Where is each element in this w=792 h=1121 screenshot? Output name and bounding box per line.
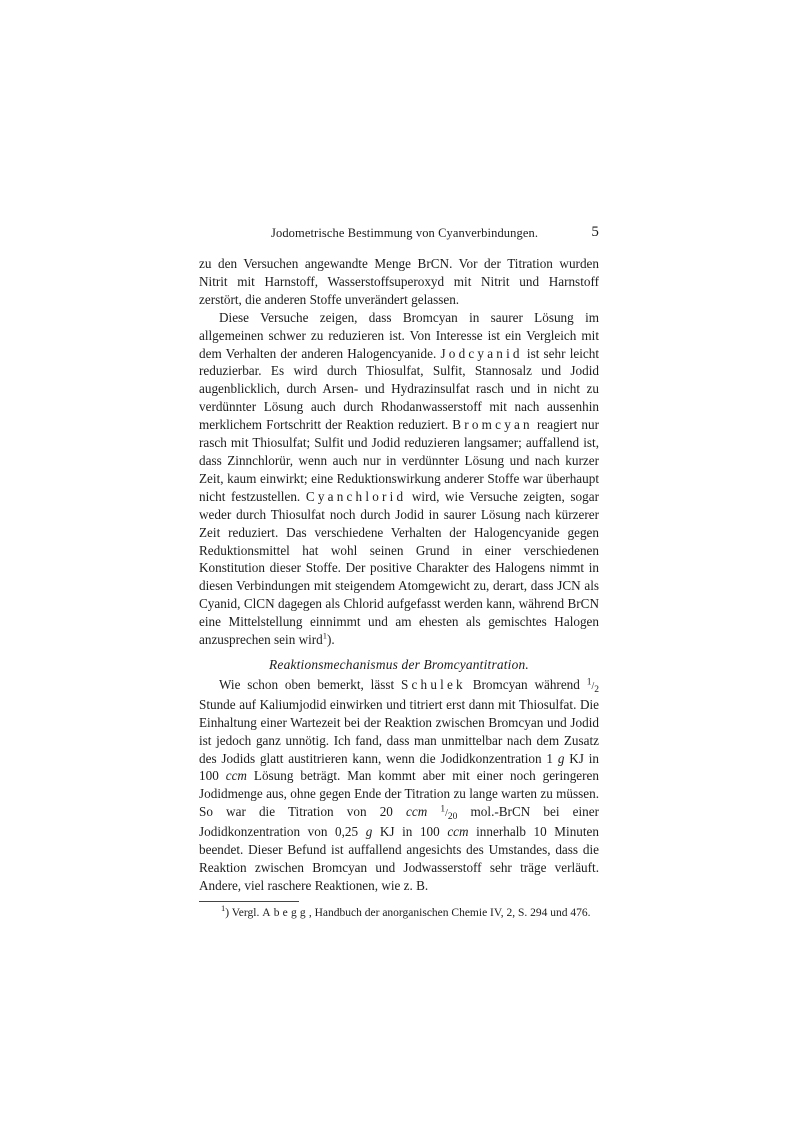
term-cyanchlorid: Cyanchlorid <box>305 488 407 504</box>
paragraph-2-part-g: wird, wie Versuche zeigten, sogar weder durch Thiosulfat noch durch Jodid in saurer Lösung nach kürzerer Zeit reduziert. Das verschiedene Verhalten der Halogencyanide gegen Reduktionsmittel hat wohl seinen Grund in einer verschiedenen Konstitution dieser Stoffe. Der positive Charakter des Halogens nimmt in diesen Verbindungen mit steigendem Atomgewicht zu, derart, dass JCN als Cyanid, ClCN dagegen als Chlorid aufgefasst werden kann, während BrCN eine Mittelstellung einnimmt und am ehesten als gemischtes Halogen anzusprechen sein wird <box>199 488 599 648</box>
running-head-title: Jodometrische Bestimmung von Cyanverbindungen. <box>271 226 539 240</box>
paragraph-2 <box>199 309 599 649</box>
paragraph-3-part-d: KJ in 100 <box>199 750 599 784</box>
fraction-half-denominator: 2 <box>594 684 599 695</box>
fraction-half: $^1/_2$ <box>586 677 599 695</box>
unit-g-1: g <box>557 750 565 766</box>
paragraph-3-part-c: Stunde auf Kaliumjodid einwirken und titriert erst dann mit Thiosulfat. Die Einhaltung einer Wartezeit bei der Reaktion zwischen Bromcyan und Jodid ist jedoch ganz unnötig. Ich fand, dass man unmittelbar nach dem Zusatz des Jodids glatt austitrieren kann, wenn die Jodidkonzentration 1 <box>199 696 599 766</box>
footnote-part-b: , Handbuch der anorganischen Chemie IV, 2, S. 294 und 476. <box>308 906 591 919</box>
fraction-twentieth-numerator: 1 <box>440 804 446 815</box>
footnote-rule <box>199 901 299 902</box>
paragraph-3-part-g: KJ in 100 <box>372 824 448 840</box>
paragraph-3-part-b: Bromcyan während <box>465 676 587 692</box>
paragraph-3-part-h: innerhalb 10 Minuten beendet. Dieser Befund ist auffallend angesichts des Umstandes, dass die Reaktion zwischen Bromcyan und Jodwasserstoff sehr träge verläuft. Andere, viel raschere Reaktionen, wie z. B. <box>199 824 599 893</box>
paragraph-2-part-a: Diese Versuche zeigen, dass Bromcyan in saurer Lösung im allgemeinen schwer zu reduzieren ist. Von Interesse ist ein Vergleich mit dem Verhalten der anderen Halogencyanide. <box>199 309 599 361</box>
footnote-part-a: ) Vergl. <box>225 906 263 919</box>
paragraph-3 <box>199 676 599 895</box>
unit-ccm-3: ccm <box>447 824 469 840</box>
fraction-twentieth: $^1/_{20}$ <box>440 804 458 823</box>
fraction-twentieth-denominator: 20 <box>447 812 458 823</box>
paragraph-3-part-e: Lösung beträgt. Man kommt aber mit einer noch geringeren Jodidmenge aus, ohne gegen Ende der Titration zu lange warten zu müssen. So war die Titration von 20 <box>199 768 599 820</box>
paragraph-3-part-a: Wie schon oben bemerkt, lässt <box>219 676 401 692</box>
paragraph-3-part-f: mol.-BrCN bei einer Jodidkonzentration von 0,25 <box>199 804 599 840</box>
footnote <box>199 902 599 921</box>
footnote-reference: 1 <box>322 630 328 641</box>
paragraph-2-part-e: reagiert nur rasch mit Thiosulfat; Sulfit und Jodid reduzieren langsamer; auffallend ist, dass Zinnchlorür, wenn auch nur in verdünnter Lösung und nach kurzer Zeit, kaum einwirkt; eine Reduktionswirkung anderer Stoffe war überhaupt nicht festzustellen. <box>199 417 599 504</box>
unit-ccm-1: ccm <box>225 768 247 784</box>
page-number: 5 <box>591 224 599 240</box>
unit-ccm-2: ccm <box>406 804 428 820</box>
running-head <box>199 222 599 244</box>
author-schulek: Schulek <box>400 676 466 692</box>
paragraph-1: zu den Versuchen angewandte Menge BrCN. Vor der Titration wurden Nitrit mit Harnstoff, Wasserstoffsuperoxyd mit Nitrit und Harnstoff zerstört, die anderen Stoffe unverändert gelassen. <box>199 256 599 307</box>
body-text <box>199 255 599 920</box>
term-jodcyanid: Jodcyanid <box>440 345 523 361</box>
footnote-marker: 1 <box>221 902 226 913</box>
section-heading: Reaktionsmechanismus der Bromcyantitration. <box>269 656 529 672</box>
footnote-author: Abegg <box>262 906 309 919</box>
term-bromcyan: Bromcyan <box>452 417 533 433</box>
paragraph-2-end: ). <box>327 632 335 648</box>
unit-g-2: g <box>365 824 373 840</box>
book-page <box>199 222 599 920</box>
fraction-half-numerator: 1 <box>586 677 592 688</box>
paragraph-2-part-c: ist sehr leicht reduzierbar. Es wird durch Thiosulfat, Sulfit, Stannosalz und Jodid augenblicklich, durch Arsen- und Hydrazinsulfat rasch und in nicht zu verdünnter Lösung auch durch Rhodanwasserstoff mit nach aussenhin merklichem Fortschritt der Reaktion reduziert. <box>199 345 599 433</box>
